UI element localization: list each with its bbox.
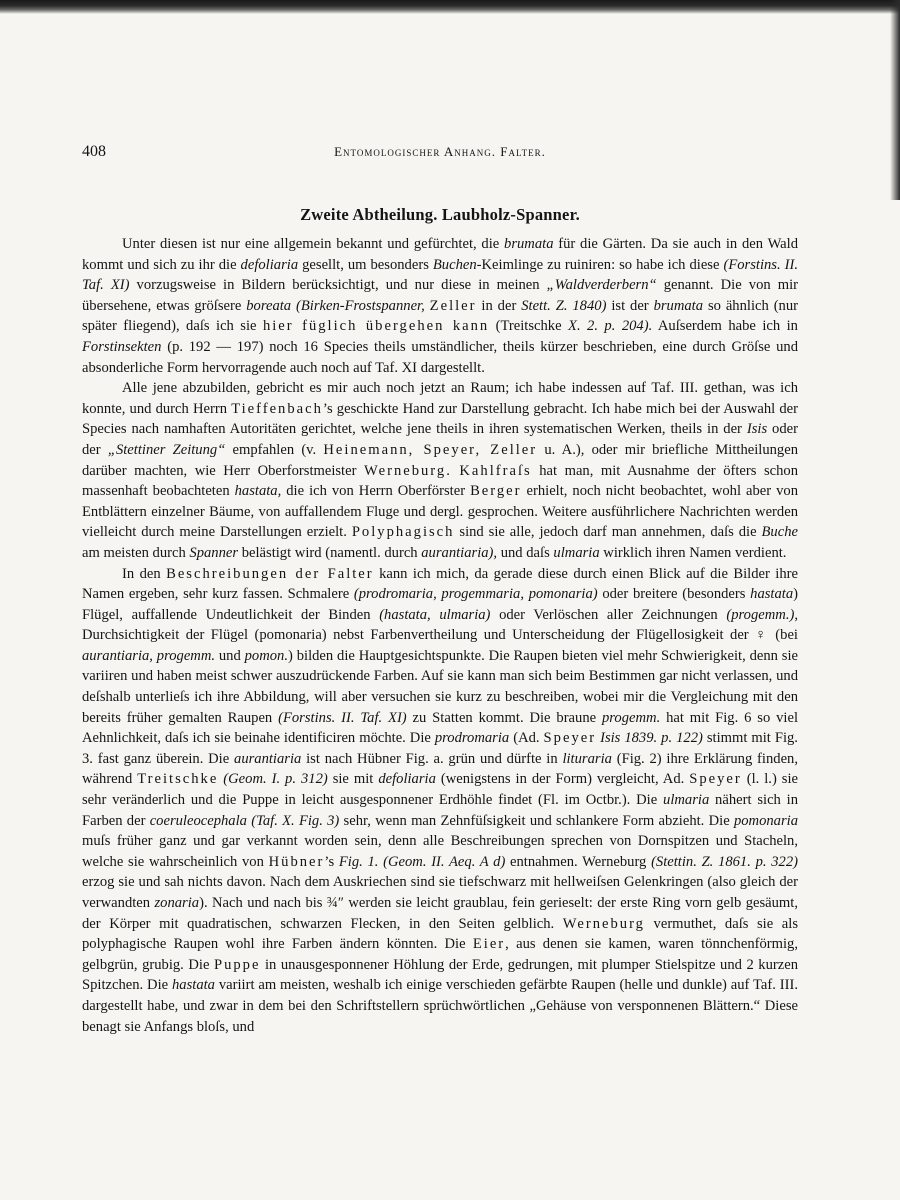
text-run: nähert sich in Farben der bbox=[82, 792, 799, 829]
text-run: ist der bbox=[606, 297, 654, 314]
spaced-text: Zeller bbox=[429, 297, 477, 314]
spaced-text: Puppe bbox=[213, 956, 261, 973]
spaced-text: Heinemann, Speyer, Zeller bbox=[323, 441, 538, 458]
text-run: für die Gärten. Da sie auch in den Wald kommt und sich zu ihr die bbox=[82, 236, 798, 273]
italic-text: aurantiaria), bbox=[421, 544, 498, 561]
text-run: stimmt mit Fig. 3. fast ganz überein. Die bbox=[82, 730, 798, 767]
italic-text: boreata (Birken-Frostspanner, bbox=[246, 297, 425, 314]
text-run: Alle jene abzubilden, gebricht es mir auch noch jetzt an Raum; ich habe indessen auf Taf. III. gethan, was ich konnte, und durch Herrn bbox=[82, 380, 798, 417]
italic-text: coeruleocephala (Taf. X. Fig. 3) bbox=[149, 812, 340, 829]
text-run: ) Flügel, auffallende Undeutlichkeit der Binden bbox=[82, 586, 798, 623]
text-run: ’s bbox=[324, 853, 339, 870]
spaced-text: Speyer bbox=[689, 771, 742, 788]
text-run: die ich von Herrn Oberförster bbox=[281, 483, 471, 500]
italic-text: hastata bbox=[750, 586, 794, 603]
page-header bbox=[82, 143, 798, 165]
text-run: (p. 192 — 197) noch 16 Species theils umständlicher, theils kürzer beschrieben, eine durch Gröſse und absonderliche Form hervorragende auch noch auf Taf. XI dargestellt. bbox=[82, 338, 798, 376]
text-run: ’s geschickte Hand zur Darstellung gebracht. Ich habe mich bei der Auswahl der Species nach namhaften Autoritäten gerichtet, welche jene theils in ihren systematischen Werken, theils in der bbox=[82, 400, 798, 438]
text-run: ist nach Hübner Fig. a. grün und dürfte in bbox=[301, 750, 563, 767]
text-run: und bbox=[215, 647, 245, 664]
spaced-text: Eier bbox=[472, 936, 506, 953]
text-run: oder breitere (besonders bbox=[597, 586, 751, 603]
text-run: kann ich mich, da gerade diese durch einen Blick auf die Bilder ihre Namen ergeben, sehr kurz fassen. Schmalere bbox=[82, 565, 798, 603]
text-run: vorzugsweise in Bildern berücksichtigt, und nur diese in meinen bbox=[129, 277, 547, 294]
text-run: wirklich ihren Namen verdient. bbox=[599, 544, 787, 561]
italic-text: X. 2. p. 204). bbox=[568, 318, 653, 335]
paragraph bbox=[82, 564, 798, 1038]
italic-text: (prodromaria, progemmaria, pomonaria) bbox=[353, 586, 598, 603]
text-run: genannt. Die von mir übersehene, etwas gröſsere bbox=[82, 277, 798, 314]
italic-text: pomonaria bbox=[733, 812, 798, 829]
text-run: in der bbox=[476, 297, 522, 314]
italic-text: defoliaria bbox=[240, 256, 299, 273]
italic-text: pomon. bbox=[244, 647, 289, 664]
spaced-text: Hübner bbox=[268, 853, 325, 870]
text-run: in unausgesponnener Höhlung der Erde, gedrungen, mit plumper Stielspitze und 2 kurzen Spitzchen. Die bbox=[82, 956, 798, 994]
italic-text: hastata, bbox=[234, 483, 282, 500]
text-run: -Keimlinge zu ruiniren: so habe ich diese bbox=[476, 256, 724, 273]
text-run: (wenigstens in der Form) vergleicht, Ad. bbox=[435, 771, 690, 788]
text-run: hat mit Fig. 6 so viel Aehnlichkeit, daſs ich sie beinahe identificiren möchte. Die bbox=[82, 709, 799, 747]
text-run: (l. l.) sie sehr veränderlich und die Puppe in leicht ausgesponnener Erdhöhle findet (Fl. im Octbr.). Die bbox=[82, 771, 798, 809]
italic-text: aurantiaria, progemm. bbox=[82, 647, 216, 664]
italic-text: Forstinsekten bbox=[82, 338, 162, 355]
text-run: hat man, mit Ausnahme der öfters schon massenhaft beobachteten bbox=[82, 462, 799, 500]
spaced-text: Werneburg bbox=[562, 915, 645, 932]
spaced-text: Speyer bbox=[543, 730, 597, 747]
italic-text: (Geom. I. p. 312) bbox=[223, 771, 328, 788]
spaced-text: Polyphagisch bbox=[351, 524, 455, 541]
italic-text: Buche bbox=[761, 524, 798, 541]
text-run: so ähnlich (nur später fliegend), daſs ich sie bbox=[82, 297, 799, 335]
text-run: variirt am meisten, weshalb ich einige verschieden gefärbte Raupen (helle und dunkle) auf Taf. III. dargestellt habe, und zwar in dem bei den Schriftstellern sprüchwörtlichen „Gehäuse von versponnenen Blättern.“ Diese benagt sie Anfangs bloſs, und bbox=[82, 977, 798, 1035]
text-run: erhielt, noch nicht beobachtet, wohl aber von Entblättern einzelner Bäume, von auffallendem Fluge und dergl. gesprochen. Weitere ausführlichere Nachrichten werden vielleicht durch meine Darstellungen erzielt. bbox=[82, 483, 798, 541]
text-run: In den bbox=[122, 565, 167, 582]
text-run: und daſs bbox=[497, 544, 554, 561]
text-run: gesellt, um besonders bbox=[298, 256, 433, 273]
running-head: Entomologischer Anhang. Falter. bbox=[334, 144, 546, 159]
page-number: 408 bbox=[82, 143, 106, 160]
text-run: zu Statten kommt. Die braune bbox=[406, 709, 602, 726]
italic-text: hastata bbox=[172, 977, 215, 994]
text-run: , Durchsichtigkeit der Flügel (pomonaria) nebst Farbenvertheilung und Unterscheidung der Flügellosigkeit der ♀ (bei bbox=[82, 606, 798, 644]
text-run: sehr, wenn man Zehnfüſsigkeit und schlankere Form abzieht. Die bbox=[339, 812, 734, 829]
text-run: ). Nach und nach bis ¾″ werden sie leicht graublau, fein gerieselt: der erste Ring vorn gelb gesäumt, der Körper mit quadratischen, schwarzen Flecken, in den Seiten gelblich. bbox=[82, 895, 798, 932]
text-run: , aus denen sie kamen, waren tönnchenförmig, gelbgrün, grubig. Die bbox=[82, 936, 798, 973]
text-run: Unter diesen ist nur eine allgemein bekannt und gefürchtet, die bbox=[122, 236, 505, 252]
italic-text: ulmaria bbox=[663, 792, 710, 809]
text-run: belästigt wird (namentl. durch bbox=[238, 544, 422, 561]
text-run: oder Verlöschen aller Zeichnungen bbox=[490, 606, 727, 623]
scan-border bbox=[0, 0, 900, 14]
italic-text: ulmaria bbox=[553, 544, 600, 561]
italic-text: Stett. Z. 1840) bbox=[521, 297, 607, 314]
text-run: entnahmen. Werneburg bbox=[505, 853, 652, 870]
book-page bbox=[82, 143, 798, 1037]
text-run: (Fig. 2) ihre Erklärung finden, während bbox=[82, 750, 798, 788]
spaced-text: Treitschke bbox=[137, 771, 219, 788]
text-run: (Ad. bbox=[509, 730, 544, 747]
text-run: u. A.), oder mir briefliche Mittheilungen darüber machten, wie Herr Oberforstmeister bbox=[82, 441, 798, 479]
italic-text: prodromaria bbox=[434, 730, 510, 747]
italic-text: brumata bbox=[504, 236, 554, 252]
text-run: ) bilden die Hauptgesichtspunkte. Die Raupen bieten viel mehr Schwierigkeit, denn sie variiren und haben meist schwer auszudrückende Farben. Auf sie kann man sich beim Bestimmen gar nicht verlassen, und deſshalb unterlieſs ich ihre Abbildung, will aber versuchen sie kurz zu beschreiben, wobei mir die Vergleichung mit den bereits früher gemalten Raupen bbox=[82, 647, 798, 726]
paragraph bbox=[82, 378, 798, 563]
italic-text: (Stettin. Z. 1861. p. 322) bbox=[651, 853, 798, 870]
text-run: erzog sie und sah nichts davon. Nach dem Auskriechen sind sie tiefschwarz mit hellweiſsen Gelenkringen (also gleich der verwandten bbox=[82, 874, 798, 911]
italic-text: lituraria bbox=[562, 750, 612, 767]
italic-text: (progemm.) bbox=[726, 606, 795, 623]
text-run: oder der bbox=[82, 421, 798, 458]
text-run: vermuthet, daſs sie als polyphagische Raupen wohl ihre Farben ändern könnten. Die bbox=[82, 915, 798, 953]
italic-text: Fig. 1. (Geom. II. Aeq. A d) bbox=[338, 853, 506, 870]
text-run: muſs früher ganz und gar verkannt worden sein, denn alle Beschreibungen sprechen von Dornspitzen und Stacheln, welche sie wahrscheinlich von bbox=[82, 833, 798, 870]
italic-text: progemm. bbox=[601, 709, 661, 726]
text-run: Auſserdem habe ich in bbox=[652, 318, 798, 335]
spaced-text: Tieffenbach bbox=[231, 400, 323, 417]
italic-text: (hastata, ulmaria) bbox=[379, 606, 491, 623]
section-title: Zweite Abtheilung. Laubholz-Spanner. bbox=[300, 205, 580, 224]
italic-text: (Forstins. II. Taf. XI) bbox=[278, 709, 407, 726]
italic-text: Isis 1839. p. 122) bbox=[600, 730, 703, 747]
italic-text: (Forstins. II. Taf. XI) bbox=[82, 256, 798, 294]
spaced-text: hier füglich übergehen kann bbox=[262, 318, 490, 335]
italic-text: Buchen bbox=[432, 256, 477, 273]
scan-border-right bbox=[890, 0, 900, 200]
italic-text: defoliaria bbox=[378, 771, 436, 788]
spaced-text: Beschreibungen der Falter bbox=[166, 565, 374, 582]
italic-text: brumata bbox=[653, 297, 704, 314]
body-text bbox=[82, 234, 798, 1037]
italic-text: aurantiaria bbox=[234, 750, 302, 767]
italic-text: zonaria bbox=[154, 895, 200, 911]
italic-text: „Stettiner Zeitung“ bbox=[107, 441, 226, 458]
paragraph bbox=[82, 234, 798, 378]
text-run: sie mit bbox=[327, 771, 379, 788]
text-run: am meisten durch bbox=[82, 544, 190, 561]
spaced-text: Werneburg. bbox=[364, 462, 452, 479]
text-run: sind sie alle, jedoch darf man annehmen, daſs die bbox=[454, 524, 762, 541]
text-run: empfahlen (v. bbox=[225, 441, 324, 458]
spaced-text: Berger bbox=[470, 483, 522, 500]
italic-text: „Waldverderbern“ bbox=[546, 277, 657, 294]
text-run: (Treitschke bbox=[489, 318, 569, 335]
italic-text: Spanner bbox=[189, 544, 239, 561]
italic-text: Isis bbox=[746, 421, 768, 438]
spaced-text: Kahlfraſs bbox=[459, 462, 532, 479]
